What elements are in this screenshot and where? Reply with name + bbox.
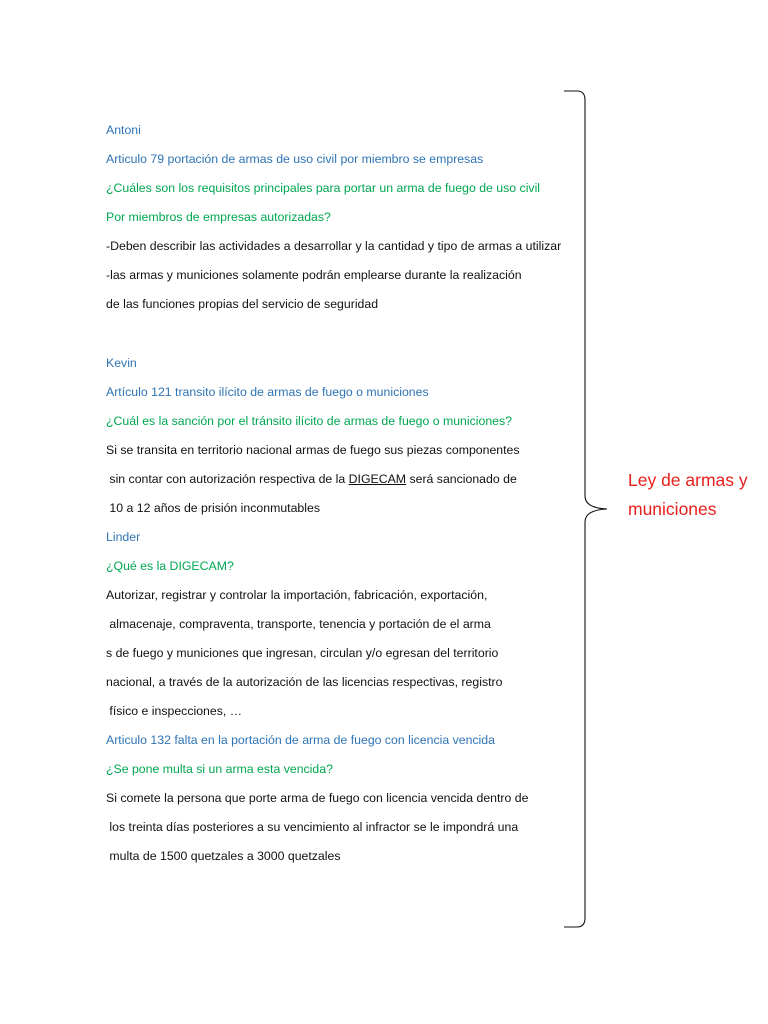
speaker-name-linder: Linder [106,530,141,544]
side-label-line2: municiones [628,499,717,519]
answer-digecam-line3: s de fuego y municiones que ingresan, circulan y/o egresan del territorio [106,646,499,660]
question-79-line1: ¿Cuáles son los requisitos principales para portar un arma de fuego de uso civil [106,181,541,195]
side-label-line1: Ley de armas y [628,470,748,490]
answer-digecam-line4: nacional, a través de la autorización de las licencias respectivas, registro [106,675,503,689]
article-121-heading: Artículo 121 transito ilícito de armas de fuego o municiones [106,385,429,399]
answer-132-line1: Si comete la persona que porte arma de fuego con licencia vencida dentro de [106,791,529,805]
side-label [628,466,763,524]
answer-79-line3: de las funciones propias del servicio de seguridad [106,297,379,311]
answer-79-line1: -Deben describir las actividades a desarrollar y la cantidad y tipo de armas a utilizar [106,239,562,253]
right-brace-shape [560,88,612,930]
digecam-underlined: DIGECAM [348,472,407,486]
answer-digecam-line1: Autorizar, registrar y controlar la importación, fabricación, exportación, [106,588,488,602]
answer-121-line2-before: sin contar con autorización respectiva de la [106,472,349,486]
answer-132-line2: los treinta días posteriores a su vencimiento al infractor se le impondrá una [106,820,519,834]
question-digecam: ¿Qué es la DIGECAM? [106,559,234,573]
brace-path [564,91,607,927]
answer-digecam-line2: almacenaje, compraventa, transporte, tenencia y portación de el arma [106,617,491,631]
article-79-heading: Articulo 79 portación de armas de uso civil por miembro se empresas [106,152,484,166]
question-132: ¿Se pone multa si un arma esta vencida? [106,762,333,776]
answer-digecam-line5: físico e inspecciones, … [106,704,243,718]
question-121: ¿Cuál es la sanción por el tránsito ilícito de armas de fuego o municiones? [106,414,513,428]
question-79-line2: Por miembros de empresas autorizadas? [106,210,331,224]
answer-79-line2: -las armas y municiones solamente podrán emplearse durante la realización [106,268,522,282]
speaker-name-kevin: Kevin [106,356,137,370]
answer-121-line1: Si se transita en territorio nacional armas de fuego sus piezas componentes [106,443,520,457]
speaker-name-antoni: Antoni [106,123,141,137]
answer-121-line3: 10 a 12 años de prisión inconmutables [106,501,320,515]
answer-121-line2 [106,469,517,489]
answer-132-line3: multa de 1500 quetzales a 3000 quetzales [106,849,341,863]
article-132-heading: Articulo 132 falta en la portación de arma de fuego con licencia vencida [106,733,495,747]
answer-121-line2-after: será sancionado de [406,472,517,486]
